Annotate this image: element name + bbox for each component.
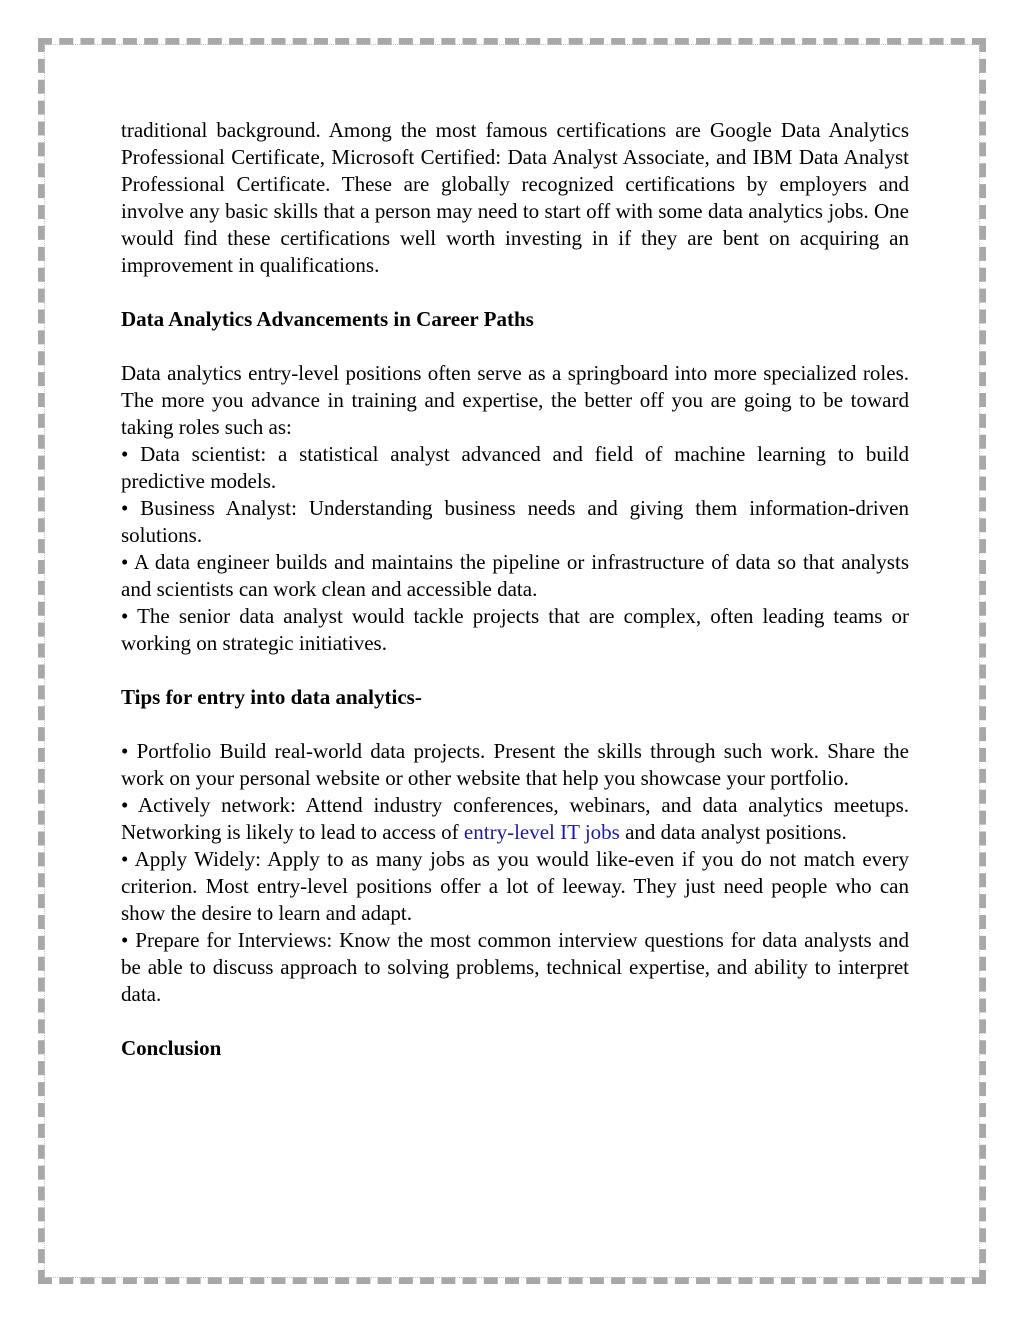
- career-bullet-data-scientist: • Data scientist: a statistical analyst advanced and field of machine learning to build predictive models.: [121, 442, 909, 493]
- conclusion-heading: Conclusion: [121, 1036, 222, 1060]
- intro-paragraph: traditional background. Among the most famous certifications are Google Data Analytics Professional Certificate, Microsoft Certified: Data Analyst Associate, and IBM Data Analyst Professional Certificate. These are globally recognized certifications by employers and involve any basic skills that a person may need to start off with some data analytics jobs. One would find these certifications well worth investing in if they are bent on acquiring an improvement in qualifications.: [121, 118, 909, 277]
- tips-bullet-network: [121, 792, 909, 846]
- career-bullet-data-engineer: • A data engineer builds and maintains the pipeline or infrastructure of data so that analysts and scientists can work clean and accessible data.: [121, 550, 909, 601]
- tips-bullet-apply: • Apply Widely: Apply to as many jobs as you would like-even if you do not match every criterion. Most entry-level positions offer a lot of leeway. They just need people who can show the desire to learn and adapt.: [121, 847, 909, 925]
- career-paths-intro: Data analytics entry-level positions often serve as a springboard into more specialized roles. The more you advance in training and expertise, the better off you are going to be toward taking roles such as:: [121, 361, 909, 439]
- career-bullet-senior-analyst: • The senior data analyst would tackle projects that are complex, often leading teams or working on strategic initiatives.: [121, 604, 909, 655]
- career-bullet-business-analyst: • Business Analyst: Understanding business needs and giving them information-driven solutions.: [121, 496, 909, 547]
- tips-bullet-network-text-end: and data analyst positions.: [619, 820, 847, 844]
- tips-bullet-interviews: • Prepare for Interviews: Know the most common interview questions for data analysts and be able to discuss approach to solving problems, technical expertise, and ability to interpret data.: [121, 928, 909, 1006]
- tips-bullet-network-text: • Actively network: Attend industry conferences, webinars, and data analytics meetups. Networking is likely to lead to access of: [121, 793, 909, 844]
- document-body: [121, 117, 909, 1062]
- tips-bullet-portfolio: • Portfolio Build real-world data projects. Present the skills through such work. Share the work on your personal website or other website that help you showcase your portfolio.: [121, 739, 909, 790]
- tips-heading: Tips for entry into data analytics-: [121, 685, 422, 709]
- career-paths-heading: Data Analytics Advancements in Career Paths: [121, 307, 534, 331]
- entry-level-it-jobs-link[interactable]: entry-level IT jobs: [463, 820, 620, 844]
